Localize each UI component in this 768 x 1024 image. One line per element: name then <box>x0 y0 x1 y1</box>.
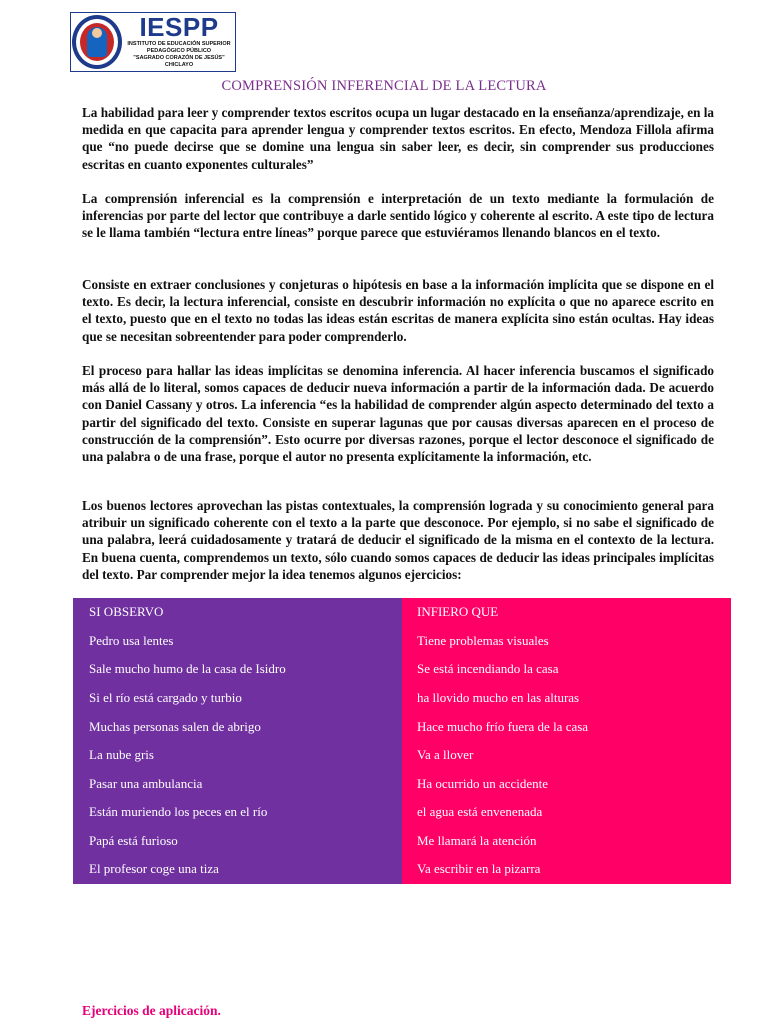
paragraph-2: La comprensión inferencial es la comprensión e interpretación de un texto mediante la formulación de inferencias por parte del lector que contribuye a darle sentido lógico y coherente al escrito. A este tipo de lectura se le llama también “lectura entre líneas” porque parece que estuviéramos llenando blancos en el texto. <box>82 191 714 241</box>
brand-line-3: "SAGRADO CORAZÓN DE JESÚS" <box>133 55 225 61</box>
paragraph-5: Los buenos lectores aprovechan las pistas contextuales, la comprensión lograda y su conocimiento general para atribuir un significado coherente con el texto a la parte que desconoce. Por ejemplo, si no sabe el significado de una palabra, leerá cuidadosamente y tratará de deducir el significado de la misma en el contexto de la lectura. En buena cuenta, comprendemos un texto, sólo cuando somos capaces de deducir las ideas principales implícitas del texto. Par comprender mejor la idea tenemos algunos ejercicios: <box>82 498 714 582</box>
exercises-heading: Ejercicios de aplicación. <box>82 1003 221 1018</box>
inference-cell: Ha ocurrido un accidente <box>417 776 549 791</box>
inference-table <box>73 598 731 884</box>
observation-cell: Pasar una ambulancia <box>89 776 203 791</box>
paragraph-1: La habilidad para leer y comprender textos escritos ocupa un lugar destacado en la enseñanza/aprendizaje, en la medida en que capacita para aprender lengua y comprender textos escritos. En efecto, Mendoza Fillola afirma que “no puede decirse que se domine una lengua sin saber leer, es decir, sin comprender sus producciones escritas en cuanto exponentes culturales” <box>82 105 714 172</box>
inference-cell: Tiene problemas visuales <box>417 633 549 648</box>
inference-cell: Va escribir en la pizarra <box>417 861 541 876</box>
brand-line-2: PEDAGÓGICO PÚBLICO <box>146 48 212 54</box>
inference-cell: Va a llover <box>417 747 474 762</box>
sacred-heart-seal-icon <box>72 15 122 69</box>
document-title: COMPRENSIÓN INFERENCIAL DE LA LECTURA <box>221 78 547 94</box>
brand-name: IESPP <box>139 12 219 42</box>
inference-cell: ha llovido mucho en las alturas <box>417 690 580 705</box>
brand-line-1: INSTITUTO DE EDUCACIÓN SUPERIOR <box>127 41 231 47</box>
observation-cell: Pedro usa lentes <box>89 633 174 648</box>
institution-logo <box>70 12 236 72</box>
observation-cell: Sale mucho humo de la casa de Isidro <box>89 661 286 676</box>
inference-cell: Hace mucho frío fuera de la casa <box>417 719 589 734</box>
header-observe: SI OBSERVO <box>89 604 164 619</box>
header-infer: INFIERO QUE <box>417 604 499 619</box>
brand-line-4: CHICLAYO <box>164 62 194 68</box>
paragraph-3: Consiste en extraer conclusiones y conjeturas o hipótesis en base a la información implícita que se dispone en el texto. Es decir, la lectura inferencial, consiste en descubrir información no explícita o que no aparece escrito en el texto, puesto que en el texto no todas las ideas están escritas de manera explícita sino están ocultas. Hay ideas que se necesitan sobreentender para poder comprenderlo. <box>82 277 714 344</box>
observation-cell: Muchas personas salen de abrigo <box>89 719 261 734</box>
logo-text <box>123 13 235 71</box>
observation-cell: El profesor coge una tiza <box>89 861 219 876</box>
observation-cell: Están muriendo los peces en el río <box>89 804 268 819</box>
inference-cell: Se está incendiando la casa <box>417 661 559 676</box>
paragraph-4: El proceso para hallar las ideas implícitas se denomina inferencia. Al hacer inferencia buscamos el significado más allá de lo literal, somos capaces de deducir nueva información a partir de la información dada. De acuerdo con Daniel Cassany y otros. La inferencia “es la habilidad de comprender algún aspecto determinado del texto a partir del significado del texto. Consiste en superar lagunas que por causas diversas aparecen en el proceso de construcción de la comprensión”. Esto ocurre por diversas razones, porque el lector desconoce el significado de una palabra o de una frase, porque el autor no presenta explícitamente la información, etc. <box>82 363 714 465</box>
observation-cell: Si el río está cargado y turbio <box>89 690 242 705</box>
observation-cell: La nube gris <box>89 747 154 762</box>
inference-cell: Me llamará la atención <box>417 833 537 848</box>
observation-cell: Papá está furioso <box>89 833 178 848</box>
inference-cell: el agua está envenenada <box>417 804 543 819</box>
